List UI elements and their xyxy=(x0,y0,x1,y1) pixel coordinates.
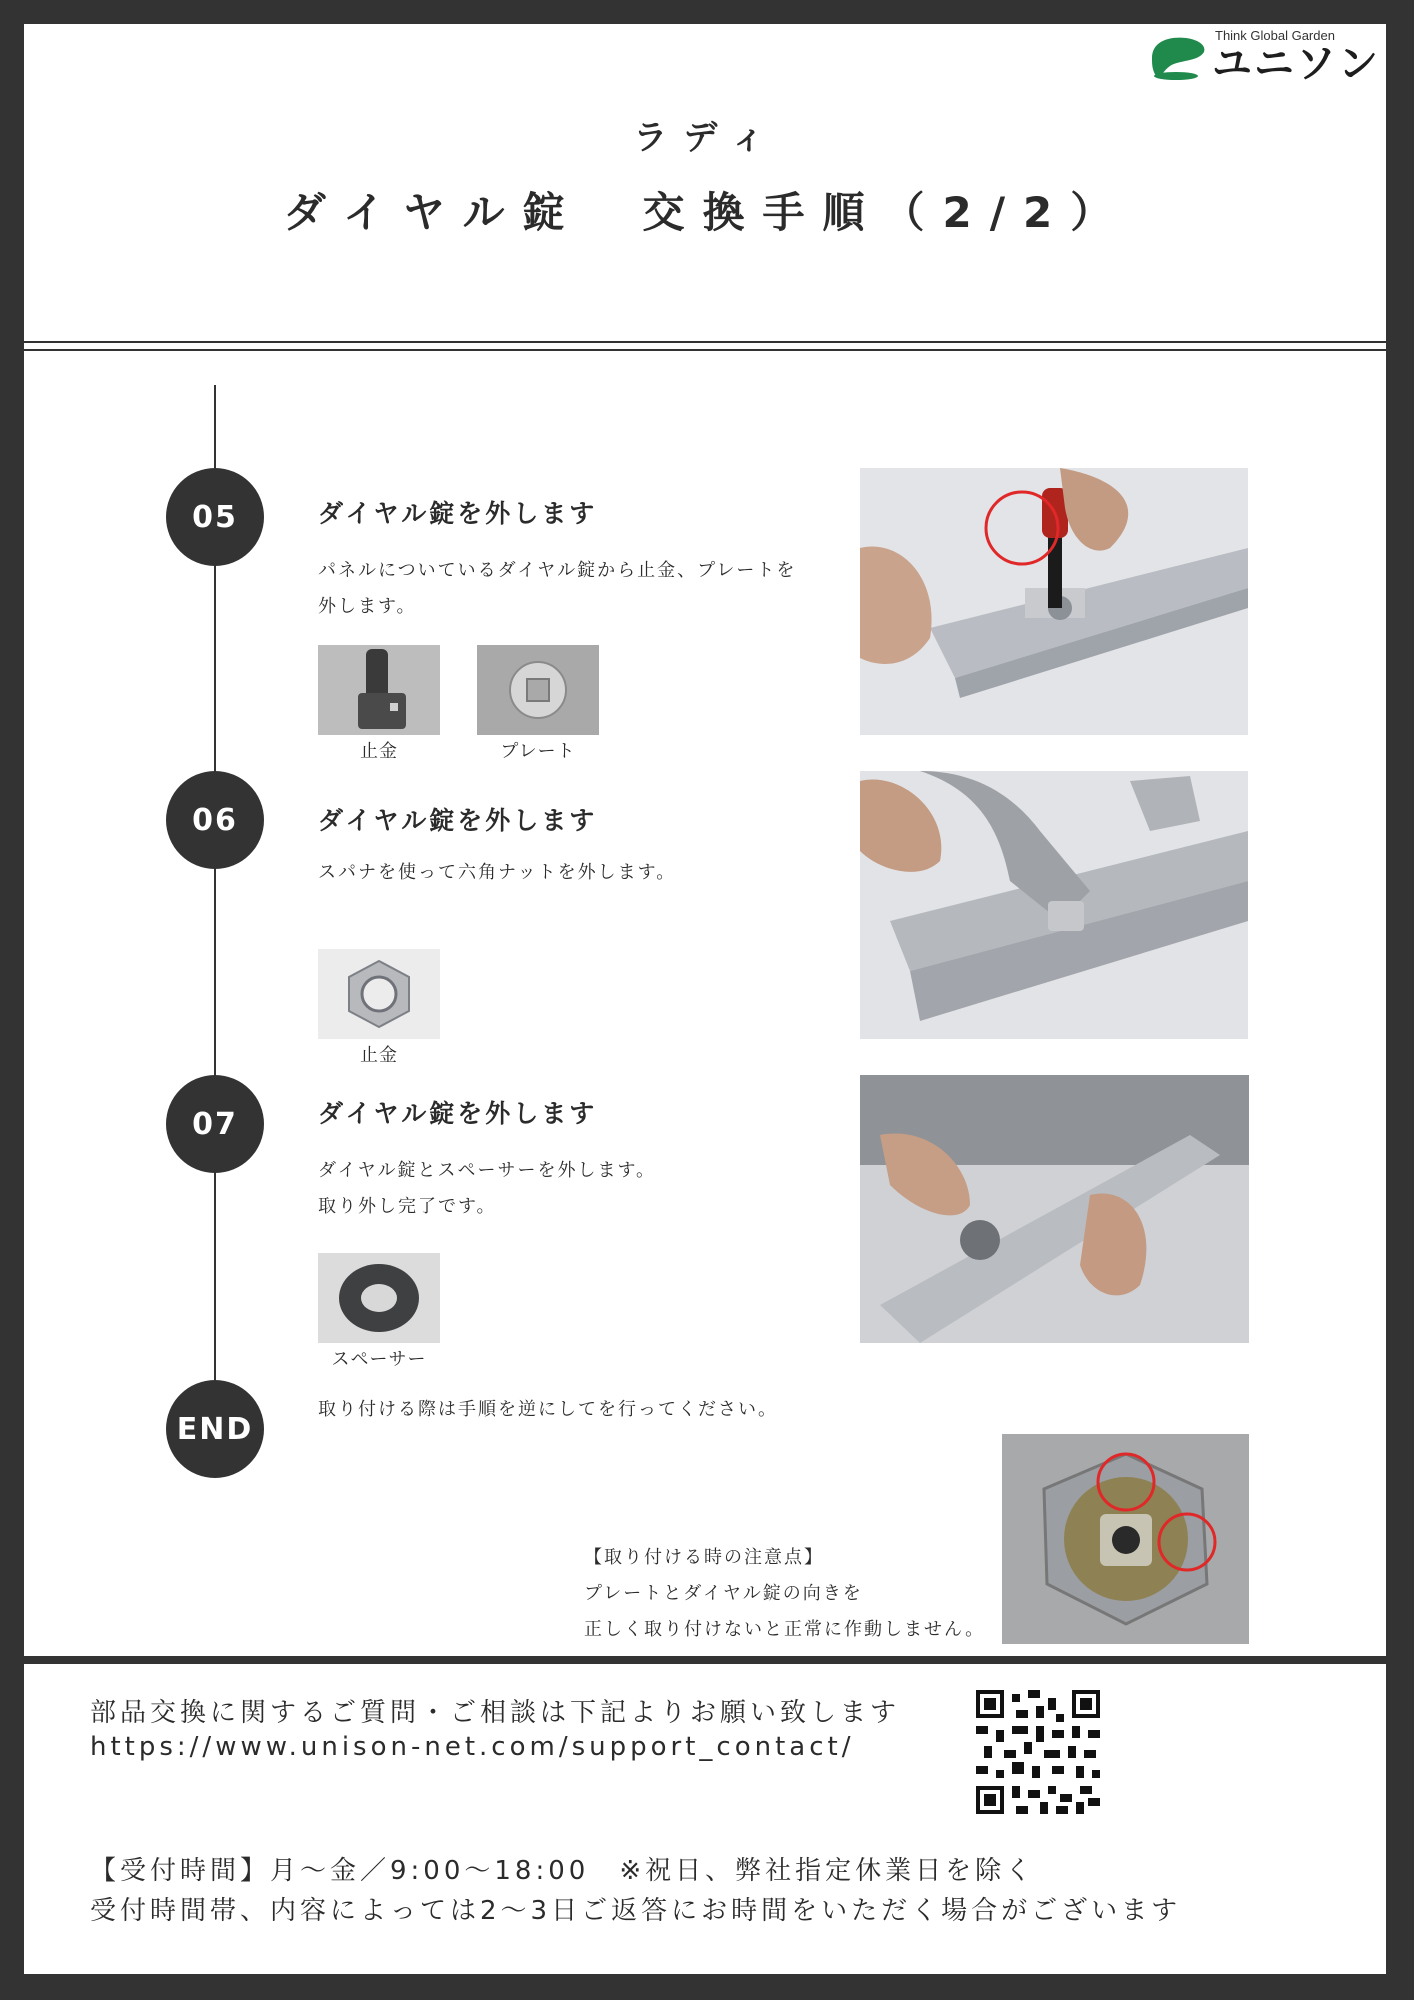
part-hex-nut xyxy=(318,949,440,1067)
dial-lock-photo-icon xyxy=(860,1075,1249,1343)
part-spacer-label: スペーサー xyxy=(331,1349,427,1370)
notice-line-2: 正しく取り付けないと正常に作動しません。 xyxy=(584,1619,986,1640)
qr-code-icon[interactable] xyxy=(976,1690,1100,1814)
hex-nut-part-icon xyxy=(318,949,440,1039)
reply-note: 受付時間帯、内容によっては2～3日ご返答にお時間をいただく場合がございます xyxy=(90,1896,1182,1926)
step-number-07: 07 xyxy=(166,1075,264,1173)
part-spacer xyxy=(318,1253,440,1371)
notice-heading: 【取り付ける時の注意点】 xyxy=(584,1547,824,1568)
hex-nut-part-image xyxy=(318,949,440,1039)
page-title: ダイヤル錠 交換手順（2/2） xyxy=(283,188,1131,237)
business-hours: 【受付時間】月～金／9:00～18:00 ※祝日、弊社指定休業日を除く xyxy=(90,1856,1036,1886)
contact-text: 部品交換に関するご質問・ご相談は下記よりお願い致します xyxy=(90,1698,901,1728)
part-latch-label: 止金 xyxy=(360,741,398,762)
spacer-part-icon xyxy=(318,1253,440,1343)
step-07-text-line-1: ダイヤル錠とスペーサーを外します。 xyxy=(318,1160,657,1181)
brand-name: ユニソン xyxy=(1212,41,1380,87)
step-06-heading: ダイヤル錠を外します xyxy=(318,806,598,835)
brand-tagline: Think Global Garden xyxy=(1215,28,1335,43)
step-05-text-line-1: パネルについているダイヤル錠から止金、プレートを xyxy=(318,560,797,581)
step-number-06: 06 xyxy=(166,771,264,869)
part-plate xyxy=(477,645,599,763)
step-05-text xyxy=(318,553,796,625)
end-text: 取り付ける際は手順を逆にしてを行ってください。 xyxy=(318,1399,778,1420)
step-07-text-line-2: 取り外し完了です。 xyxy=(318,1196,497,1217)
part-plate-label: プレート xyxy=(500,741,576,762)
wrench-photo-icon xyxy=(860,771,1248,1039)
installation-notice xyxy=(584,1540,985,1648)
step-05-text-line-2: 外します。 xyxy=(318,596,417,617)
plate-part-icon xyxy=(477,645,599,735)
step-07-text xyxy=(318,1153,656,1225)
step-07-heading: ダイヤル錠を外します xyxy=(318,1099,598,1128)
plate-orientation-photo-icon xyxy=(1002,1434,1249,1644)
leaf-logo-icon xyxy=(1148,32,1208,82)
support-url-link[interactable]: https://www.unison-net.com/support_contact/ xyxy=(90,1732,855,1762)
notice-photo xyxy=(1002,1434,1249,1644)
step-number-05: 05 xyxy=(166,468,264,566)
part-hex-nut-label: 止金 xyxy=(360,1045,398,1066)
step-05-photo xyxy=(860,468,1248,735)
screwdriver-photo-icon xyxy=(860,468,1248,735)
step-end: END xyxy=(166,1380,264,1478)
step-06-text-line-1: スパナを使って六角ナットを外します。 xyxy=(318,862,677,883)
step-06-photo xyxy=(860,771,1248,1039)
brand-logo[interactable] xyxy=(1148,28,1388,87)
header-divider xyxy=(24,341,1386,343)
step-06-text xyxy=(318,855,676,891)
spacer-part-image xyxy=(318,1253,440,1343)
product-name: ラディ xyxy=(633,118,781,158)
notice-line-1: プレートとダイヤル錠の向きを xyxy=(584,1583,863,1604)
step-05-heading: ダイヤル錠を外します xyxy=(318,499,598,528)
plate-part-image xyxy=(477,645,599,735)
header-divider-secondary xyxy=(24,349,1386,351)
latch-part-icon xyxy=(318,645,440,735)
step-07-photo xyxy=(860,1075,1249,1343)
part-latch xyxy=(318,645,440,763)
latch-part-image xyxy=(318,645,440,735)
